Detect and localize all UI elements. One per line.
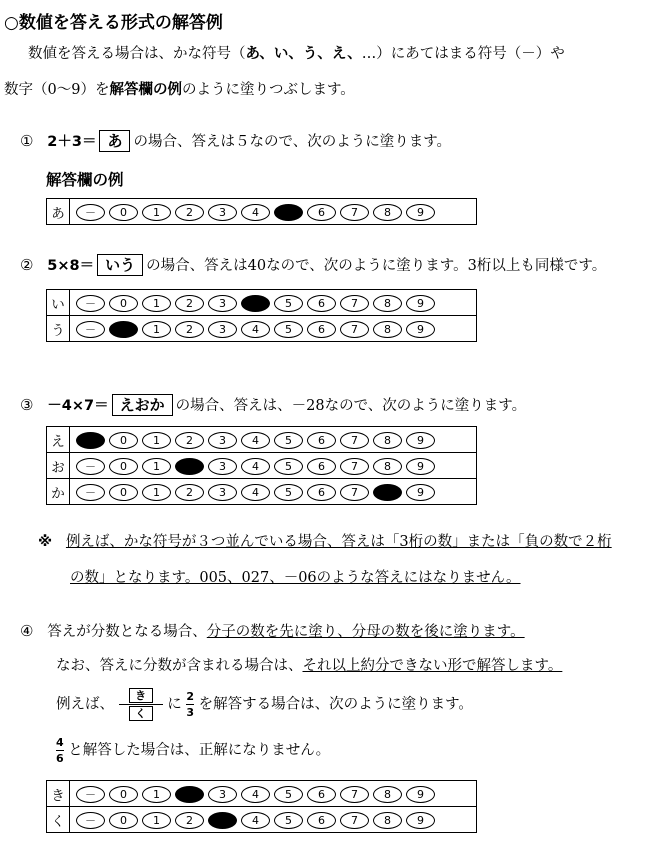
bubble-filled	[274, 204, 303, 221]
bubble: 3	[208, 204, 237, 221]
row-label: き	[47, 781, 70, 807]
answer-row	[47, 479, 477, 505]
example-4-line-1: ④ 答えが分数となる場合、分子の数を先に塗り、分母の数を後に塗ります。	[20, 622, 525, 640]
bubble: －	[76, 484, 105, 501]
row-label: い	[47, 290, 70, 316]
example-fraction: $\frac{2}{3}$	[186, 690, 194, 719]
bubble: 1	[142, 432, 171, 449]
bubble: 2	[175, 321, 204, 338]
bubble: 3	[208, 484, 237, 501]
bubble-filled	[175, 458, 204, 475]
bubble: 2	[175, 484, 204, 501]
bubble: 8	[373, 458, 402, 475]
bubble: 0	[109, 295, 138, 312]
bubble: 1	[142, 295, 171, 312]
bubble: 4	[241, 812, 270, 829]
bubble: 1	[142, 812, 171, 829]
bubble: 7	[340, 295, 369, 312]
note-line-1: ※ 例えば、かな符号が３つ並んでいる場合、答えは「3桁の数」または「負の数で２桁	[38, 534, 612, 550]
bubble-filled	[241, 295, 270, 312]
answer-row	[47, 781, 477, 807]
bubble: 7	[340, 321, 369, 338]
bubble: 5	[274, 786, 303, 803]
bubble: 7	[340, 432, 369, 449]
example-3-answer-box: えおか	[112, 394, 173, 416]
answer-row	[47, 199, 477, 225]
bubble: 1	[142, 458, 171, 475]
bubble: 5	[274, 432, 303, 449]
bubble: 1	[142, 484, 171, 501]
bubble: 4	[241, 432, 270, 449]
bubble: 9	[406, 812, 435, 829]
bubble: 0	[109, 432, 138, 449]
answer-row	[47, 453, 477, 479]
bubble: 1	[142, 204, 171, 221]
example-2-answer-box: いう	[97, 254, 143, 276]
wrong-fraction: $\frac{4}{6}$	[56, 736, 64, 765]
bubble: 7	[340, 786, 369, 803]
page-title: ○数値を答える形式の解答例	[4, 13, 223, 33]
bubble: 8	[373, 204, 402, 221]
bubble: －	[76, 295, 105, 312]
bubble: 0	[109, 812, 138, 829]
answer-row	[47, 290, 477, 316]
bubble-filled	[76, 432, 105, 449]
example-subtitle: 解答欄の例	[46, 171, 124, 189]
bubble: －	[76, 812, 105, 829]
bubble: 1	[142, 321, 171, 338]
answer-grid-2	[46, 289, 477, 342]
bubble: 6	[307, 432, 336, 449]
bubble: 2	[175, 812, 204, 829]
bubble: 9	[406, 484, 435, 501]
bubble: 8	[373, 786, 402, 803]
bubble: 5	[274, 295, 303, 312]
bubble: －	[76, 321, 105, 338]
row-label: う	[47, 316, 70, 342]
bubble-filled	[175, 786, 204, 803]
row-label: お	[47, 453, 70, 479]
answer-row	[47, 427, 477, 453]
bubble: 6	[307, 786, 336, 803]
example-4-line-2: なお、答えに分数が含まれる場合は、それ以上約分できない形で解答します。	[56, 658, 563, 674]
example-4-line-3: 例えば、 $\frac{\text{き}}{\text{く}}$ に $\frac{2}{3}$ を解答する場合は、次のように塗ります。	[56, 689, 473, 720]
bubble: 2	[175, 295, 204, 312]
bubble: 4	[241, 321, 270, 338]
example-2-line: ② 5×8＝ いう の場合、答えは40なので、次のように塗ります。3桁以上も同様です。	[20, 256, 607, 274]
bubble: 8	[373, 812, 402, 829]
bubble: 4	[241, 484, 270, 501]
bubble: 5	[274, 484, 303, 501]
bubble-filled	[109, 321, 138, 338]
bubble: 3	[208, 786, 237, 803]
denominator-box: く	[129, 706, 153, 721]
answer-grid-3	[46, 426, 477, 505]
bubble: 0	[109, 484, 138, 501]
bubble-filled	[208, 812, 237, 829]
bubble: 6	[307, 484, 336, 501]
bubble: 8	[373, 432, 402, 449]
note-line-2: の数」となります。005、027、－06のような答えにはなりません。	[70, 570, 521, 586]
example-1-line: ① 2＋3＝ あ の場合、答えは５なので、次のように塗ります。	[20, 132, 452, 150]
bubble: 4	[241, 458, 270, 475]
bubble: 9	[406, 458, 435, 475]
bubble: 5	[274, 321, 303, 338]
bubble: 6	[307, 321, 336, 338]
bubble: 5	[274, 812, 303, 829]
bubble: 2	[175, 432, 204, 449]
bubble: 1	[142, 786, 171, 803]
bubble: 3	[208, 321, 237, 338]
example-3-line: ③ －4×7＝ えおか の場合、答えは、－28なので、次のように塗ります。	[20, 396, 527, 414]
example-4-line-4: $\frac{4}{6}$ と解答した場合は、正解になりません。	[56, 736, 331, 765]
fraction-bar	[119, 704, 163, 705]
bubble: 7	[340, 484, 369, 501]
bubble: －	[76, 786, 105, 803]
answer-row	[47, 316, 477, 342]
bubble: －	[76, 458, 105, 475]
bubble: 9	[406, 786, 435, 803]
bubble: －	[76, 204, 105, 221]
bubble: 6	[307, 812, 336, 829]
bubble: 0	[109, 458, 138, 475]
bubble: 6	[307, 204, 336, 221]
bubble: 4	[241, 204, 270, 221]
answer-grid-4	[46, 780, 477, 833]
fraction-bar	[186, 704, 194, 705]
bubble: 2	[175, 204, 204, 221]
row-label: か	[47, 479, 70, 505]
bubble: 5	[274, 458, 303, 475]
bubble: 3	[208, 432, 237, 449]
bubble: 7	[340, 458, 369, 475]
bubble: 7	[340, 812, 369, 829]
answer-row	[47, 807, 477, 833]
intro-line-1: 数値を答える場合は、かな符号（あ、い、う、え、…）にあてはまる符号（－）や	[28, 46, 565, 62]
bubble: 3	[208, 295, 237, 312]
bubble: 3	[208, 458, 237, 475]
fraction-bar	[56, 750, 64, 751]
bubble: 6	[307, 458, 336, 475]
bubble-filled	[373, 484, 402, 501]
bubble: 9	[406, 295, 435, 312]
bubble: 7	[340, 204, 369, 221]
bubble: 0	[109, 204, 138, 221]
row-label: え	[47, 427, 70, 453]
row-label: あ	[47, 199, 70, 225]
answer-grid-1	[46, 198, 477, 225]
bubble: 0	[109, 786, 138, 803]
row-label: く	[47, 807, 70, 833]
numerator-box: き	[129, 688, 153, 703]
bubble: 6	[307, 295, 336, 312]
bubble: 4	[241, 786, 270, 803]
kana-fraction	[119, 688, 163, 721]
bubble: 8	[373, 321, 402, 338]
bubble: 9	[406, 321, 435, 338]
bubble: 8	[373, 295, 402, 312]
bubble: 9	[406, 432, 435, 449]
example-1-answer-box: あ	[99, 130, 130, 152]
bubble: 9	[406, 204, 435, 221]
intro-line-2: 数字（0〜9）を解答欄の例のように塗りつぶします。	[4, 82, 355, 98]
